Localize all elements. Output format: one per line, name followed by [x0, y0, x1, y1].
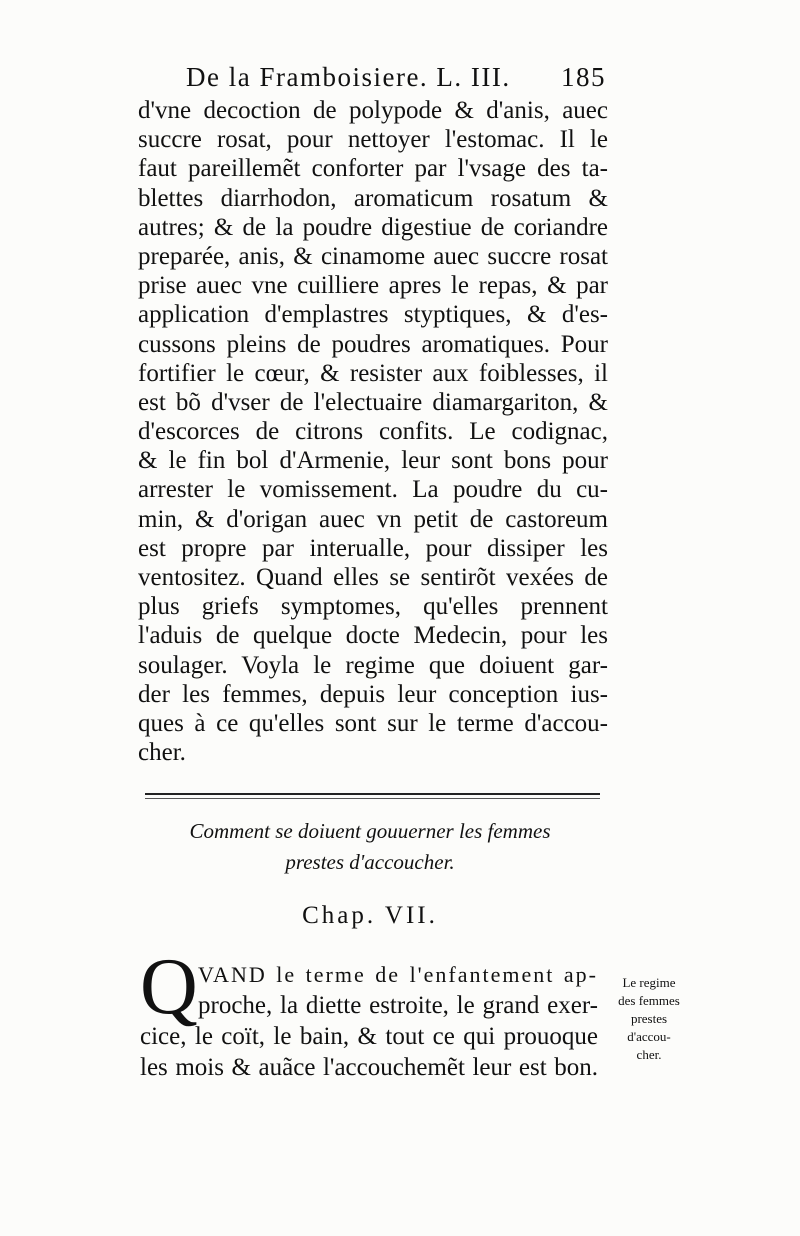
text-line: & le fin bol d'Armenie, leur sont bons pour	[138, 447, 608, 475]
text-line: d'vne decoction de polypode & d'anis, auec	[138, 97, 608, 124]
margin-note-line: prestes	[630, 1011, 668, 1026]
margin-note-line: d'accou-	[627, 1029, 671, 1044]
chapter-caption	[140, 816, 600, 878]
text-line: cher.	[138, 739, 186, 767]
margin-note	[604, 974, 694, 1064]
text-line: preparée, anis, & cinamome auec succre rosat	[138, 242, 608, 270]
margin-note-line: Le regime	[622, 975, 676, 990]
drop-cap: Q	[140, 943, 198, 1031]
text-line: soulager. Voyla le regime que doiuent gar-	[138, 651, 608, 679]
body-text	[138, 96, 608, 767]
chapter-line: VAND le terme de l'enfantement ap-	[198, 962, 598, 987]
text-line: plus griefs symptomes, qu'elles prennent	[138, 593, 608, 621]
running-title: De la Framboisiere. L. III.	[186, 62, 511, 92]
text-line: est bõ d'vser de l'electuaire diamargariton, &	[138, 388, 608, 416]
text-line: ventositez. Quand elles se sentirõt vexées de	[138, 564, 608, 591]
text-line: succre rosat, pour nettoyer l'estomac. Il le	[138, 126, 608, 154]
chapter-line: les mois & auãce l'accouchemẽt leur est bon.	[140, 1054, 598, 1081]
margin-note-line: cher.	[636, 1047, 662, 1062]
text-line: autres; & de la poudre digestiue de coriandre	[138, 213, 608, 241]
chapter-number: Chap. VII.	[302, 902, 438, 929]
text-line: der les femmes, depuis leur conception ius-	[138, 680, 608, 708]
text-line: l'aduis de quelque docte Medecin, pour les	[138, 622, 608, 650]
section-divider	[145, 793, 600, 795]
text-line: est propre par interualle, pour dissiper les	[138, 534, 608, 562]
text-line: fortifier le cœur, & resister aux foiblesses, il	[138, 359, 608, 387]
text-line: ques à ce qu'elles sont sur le terme d'accou-	[138, 709, 608, 737]
caption-line: prestes d'accoucher.	[285, 850, 455, 874]
margin-note-line: des femmes	[618, 993, 680, 1008]
text-line: d'escorces de citrons confits. Le codignac,	[138, 418, 608, 446]
chapter-line: proche, la diette estroite, le grand exer-	[198, 992, 598, 1019]
text-line: cussons pleins de poudres aromatiques. Pour	[138, 330, 608, 358]
text-line: blettes diarrhodon, aromaticum rosatum &	[138, 184, 608, 212]
text-line: arrester le vomissement. La poudre du cu-	[138, 476, 608, 504]
text-line: min, & d'origan auec vn petit de castoreum	[138, 505, 608, 533]
text-line: faut pareillemẽt conforter par l'vsage des ta-	[138, 155, 608, 183]
text-line: prise auec vne cuilliere apres le repas, & par	[138, 272, 608, 300]
caption-line: Comment se doiuent gouuerner les femmes	[189, 819, 551, 843]
chapter-line: cice, le coït, le bain, & tout ce qui prouoque	[140, 1023, 598, 1050]
chapter-body	[140, 959, 598, 1083]
running-head	[186, 62, 606, 94]
text-line: application d'emplastres styptiques, & d'es-	[138, 301, 608, 329]
page-number: 185	[561, 62, 606, 92]
